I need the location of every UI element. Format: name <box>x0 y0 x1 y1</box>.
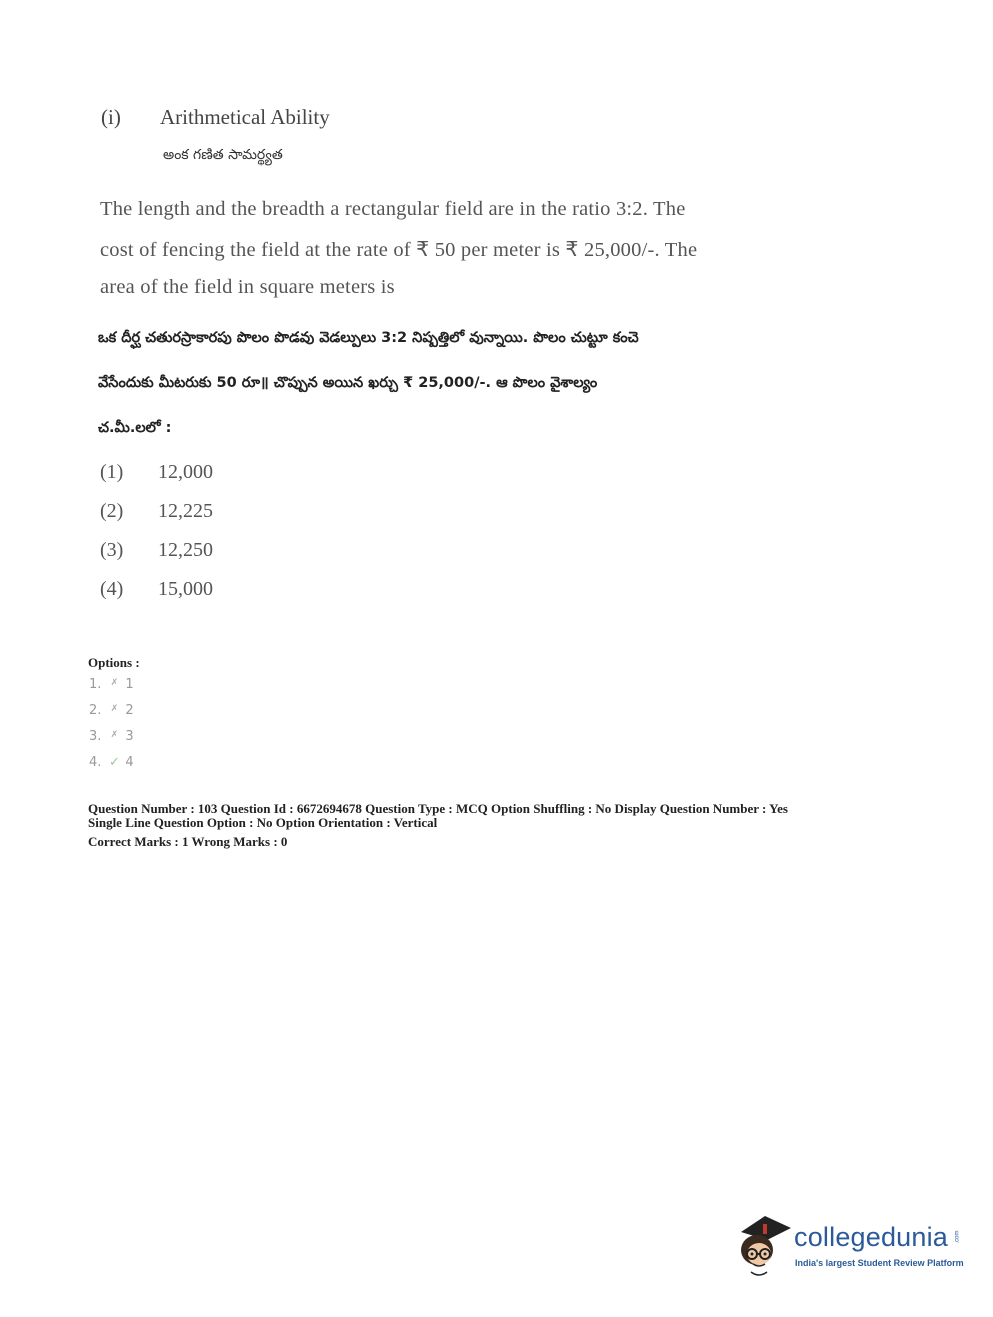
options-heading: Options : <box>88 655 140 670</box>
section-title-telugu: అంక గణిత సామర్థ్యత <box>163 147 283 163</box>
question-meta-line: Correct Marks : 1 Wrong Marks : 0 <box>88 834 288 849</box>
question-english-line: The length and the breadth a rectangular field are in the ratio 3:2. The <box>100 198 686 220</box>
option-index: 4. <box>89 755 102 770</box>
option-row <box>89 677 134 692</box>
cross-icon: ✗ <box>110 730 119 740</box>
check-icon: ✓ <box>108 755 120 770</box>
choice-number: (4) <box>100 578 124 600</box>
choice-value: 12,250 <box>158 539 213 561</box>
choice-value: 12,000 <box>158 461 213 483</box>
cross-icon: ✗ <box>110 678 119 688</box>
option-row <box>89 755 134 770</box>
brand-tagline: India's largest Student Review Platform <box>795 1258 964 1268</box>
question-english-line: cost of fencing the field at the rate of ₹ 50 per meter is ₹ 25,000/-. The <box>100 239 698 261</box>
question-meta-line: Question Number : 103 Question Id : 6672694678 Question Type : MCQ Option Shuffling : No Display Question Number : Yes <box>88 801 788 816</box>
option-index: 1. <box>89 677 102 692</box>
cross-icon: ✗ <box>110 704 119 714</box>
choice-number: (2) <box>100 500 124 522</box>
option-row <box>89 729 134 744</box>
section-number: (i) <box>101 105 121 129</box>
option-value: 3 <box>125 729 134 744</box>
brand-name: collegedunia <box>794 1222 949 1252</box>
collegedunia-mascot-icon <box>735 1210 795 1280</box>
choice-value: 15,000 <box>158 578 213 600</box>
question-english-line: area of the field in square meters is <box>100 276 395 298</box>
option-index: 3. <box>89 729 102 744</box>
question-meta-line: Single Line Question Option : No Option Orientation : Vertical <box>88 815 438 830</box>
section-title: Arithmetical Ability <box>160 105 330 129</box>
choice-number: (3) <box>100 539 124 561</box>
question-telugu-line: ఒక దీర్ఘ చతురస్రాకారపు పొలం పొడవు వెడల్పులు 3:2 నిష్పత్తిలో వున్నాయి. పొలం చుట్టూ కంచె <box>98 330 639 346</box>
brand-suffix: .com <box>954 1230 961 1244</box>
question-telugu-line: వేసేందుకు మీటరుకు 50 రూ॥ చొప్పున అయిన ఖర్చు ₹ 25,000/-. ఆ పొలం వైశాల్యం <box>98 375 598 391</box>
option-value: 2 <box>125 703 134 718</box>
option-value: 1 <box>125 677 134 692</box>
option-row <box>89 703 134 718</box>
choice-number: (1) <box>100 461 124 483</box>
choice-value: 12,225 <box>158 500 213 522</box>
option-value: 4 <box>125 755 134 770</box>
option-index: 2. <box>89 703 102 718</box>
question-telugu-line: చ.మీ.లలో : <box>98 420 172 436</box>
